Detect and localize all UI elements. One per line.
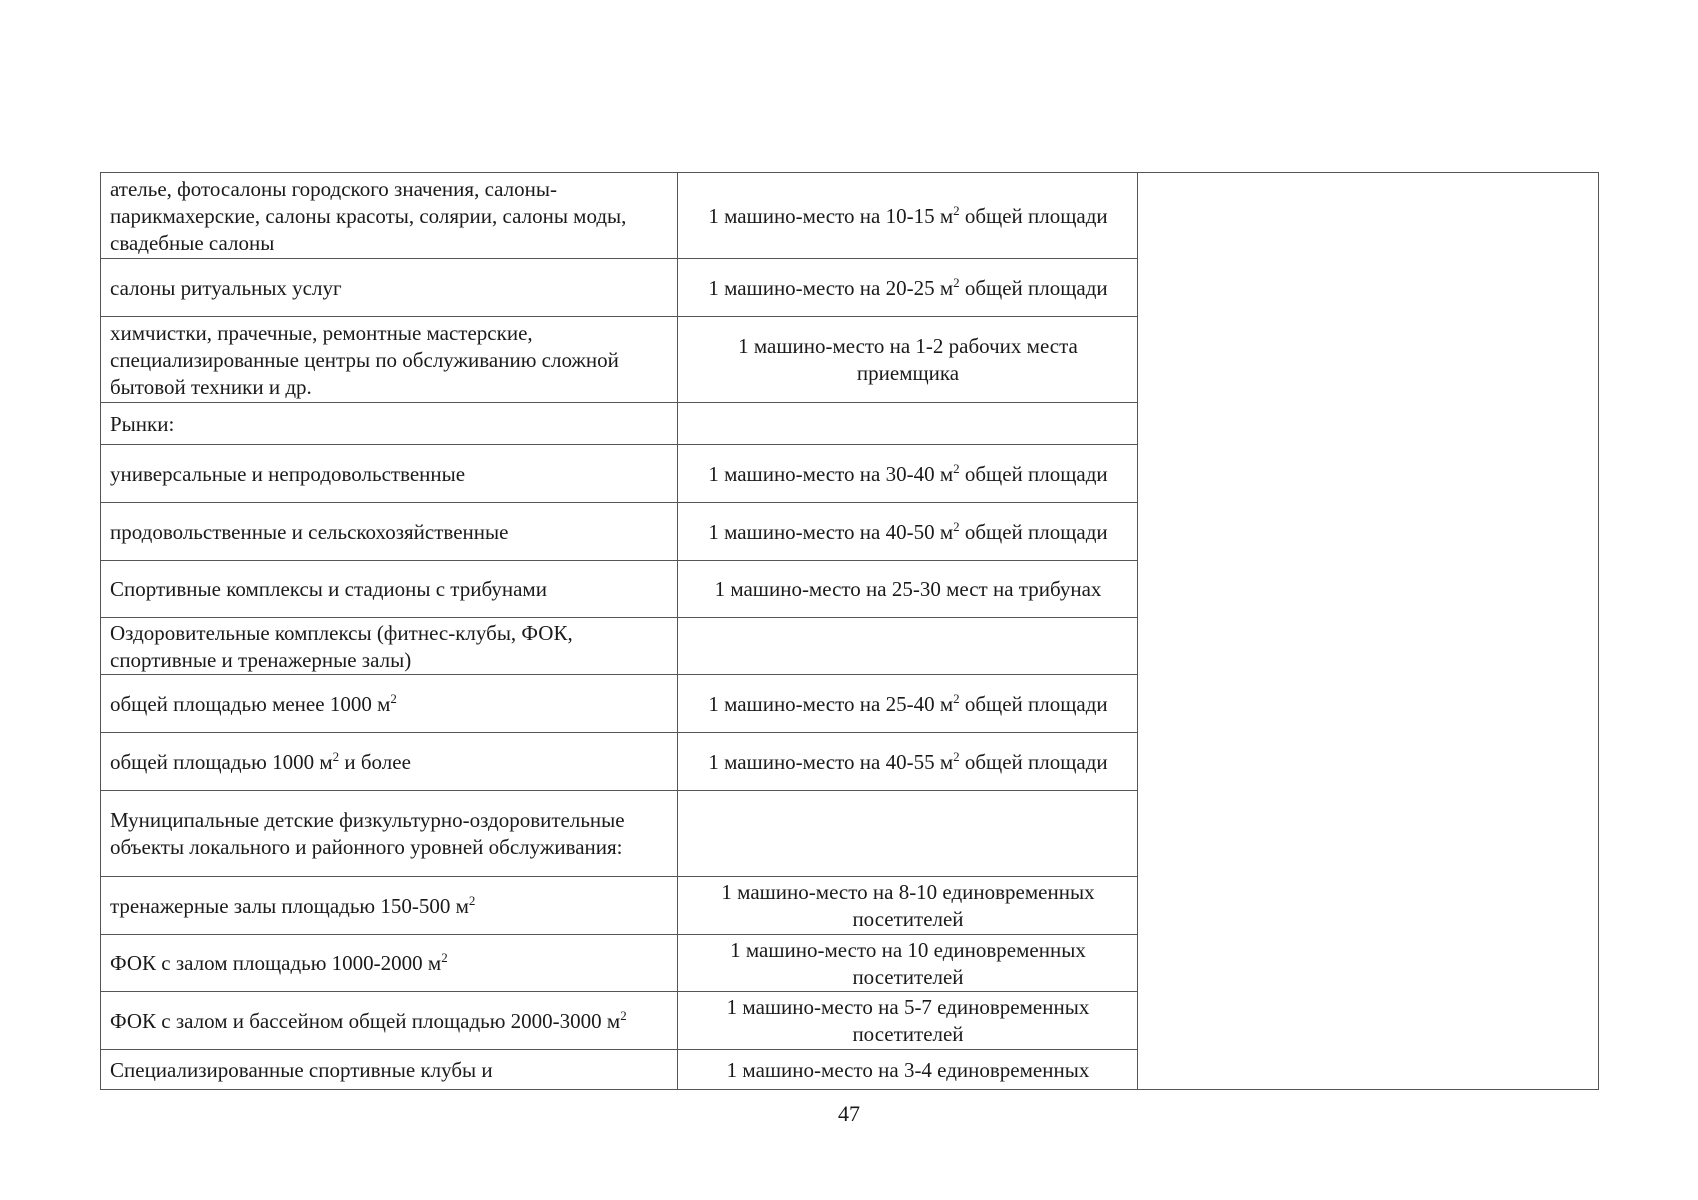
empty-column-cell [1138, 173, 1599, 1090]
object-cell: Муниципальные детские физкультурно-оздоровительные объекты локального и районного уровней обслуживания: [101, 791, 678, 877]
norm-cell: 1 машино-место на 10-15 $м^2$ общей площади [678, 173, 1138, 259]
object-cell: общей площадью менее 1000 $м^2$ [101, 675, 678, 733]
object-cell: продовольственные и сельскохозяйственные [101, 503, 678, 561]
norm-cell: 1 машино-место на 30-40 $м^2$ общей площади [678, 445, 1138, 503]
norm-cell: 1 машино-место на 25-40 $м^2$ общей площади [678, 675, 1138, 733]
object-cell: универсальные и непродовольственные [101, 445, 678, 503]
object-cell: ФОК с залом и бассейном общей площадью 2000-3000 $м^2$ [101, 992, 678, 1050]
norm-cell: 1 машино-место на 40-55 $м^2$ общей площади [678, 733, 1138, 791]
object-cell: общей площадью 1000 $м^2$ и более [101, 733, 678, 791]
parking-norms-table [100, 172, 1599, 1090]
object-cell: салоны ритуальных услуг [101, 259, 678, 317]
object-cell: ФОК с залом площадью 1000-2000 $м^2$ [101, 935, 678, 992]
object-cell: Рынки: [101, 403, 678, 445]
norm-cell: 1 машино-место на 20-25 $м^2$ общей площади [678, 259, 1138, 317]
norm-cell [678, 791, 1138, 877]
norm-cell: 1 машино-место на 1-2 рабочих места приемщика [678, 317, 1138, 403]
object-cell: ателье, фотосалоны городского значения, салоны-парикмахерские, салоны красоты, солярии, салоны моды, свадебные салоны [101, 173, 678, 259]
table-body [101, 173, 1599, 1090]
norm-cell: 1 машино-место на 8-10 единовременных посетителей [678, 877, 1138, 935]
norm-cell: 1 машино-место на 40-50 $м^2$ общей площади [678, 503, 1138, 561]
object-cell: Спортивные комплексы и стадионы с трибунами [101, 561, 678, 618]
norm-cell: 1 машино-место на 10 единовременных посетителей [678, 935, 1138, 992]
norm-cell [678, 403, 1138, 445]
norm-cell: 1 машино-место на 25-30 мест на трибунах [678, 561, 1138, 618]
table-row [101, 173, 1599, 259]
object-cell: Специализированные спортивные клубы и [101, 1050, 678, 1090]
object-cell: химчистки, прачечные, ремонтные мастерские, специализированные центры по обслуживанию сложной бытовой техники и др. [101, 317, 678, 403]
object-cell: тренажерные залы площадью 150-500 $м^2$ [101, 877, 678, 935]
norm-cell: 1 машино-место на 3-4 единовременных [678, 1050, 1138, 1090]
page-number: 47 [838, 1101, 860, 1126]
object-cell: Оздоровительные комплексы (фитнес-клубы, ФОК, спортивные и тренажерные залы) [101, 618, 678, 675]
norm-cell: 1 машино-место на 5-7 единовременных посетителей [678, 992, 1138, 1050]
norm-cell [678, 618, 1138, 675]
